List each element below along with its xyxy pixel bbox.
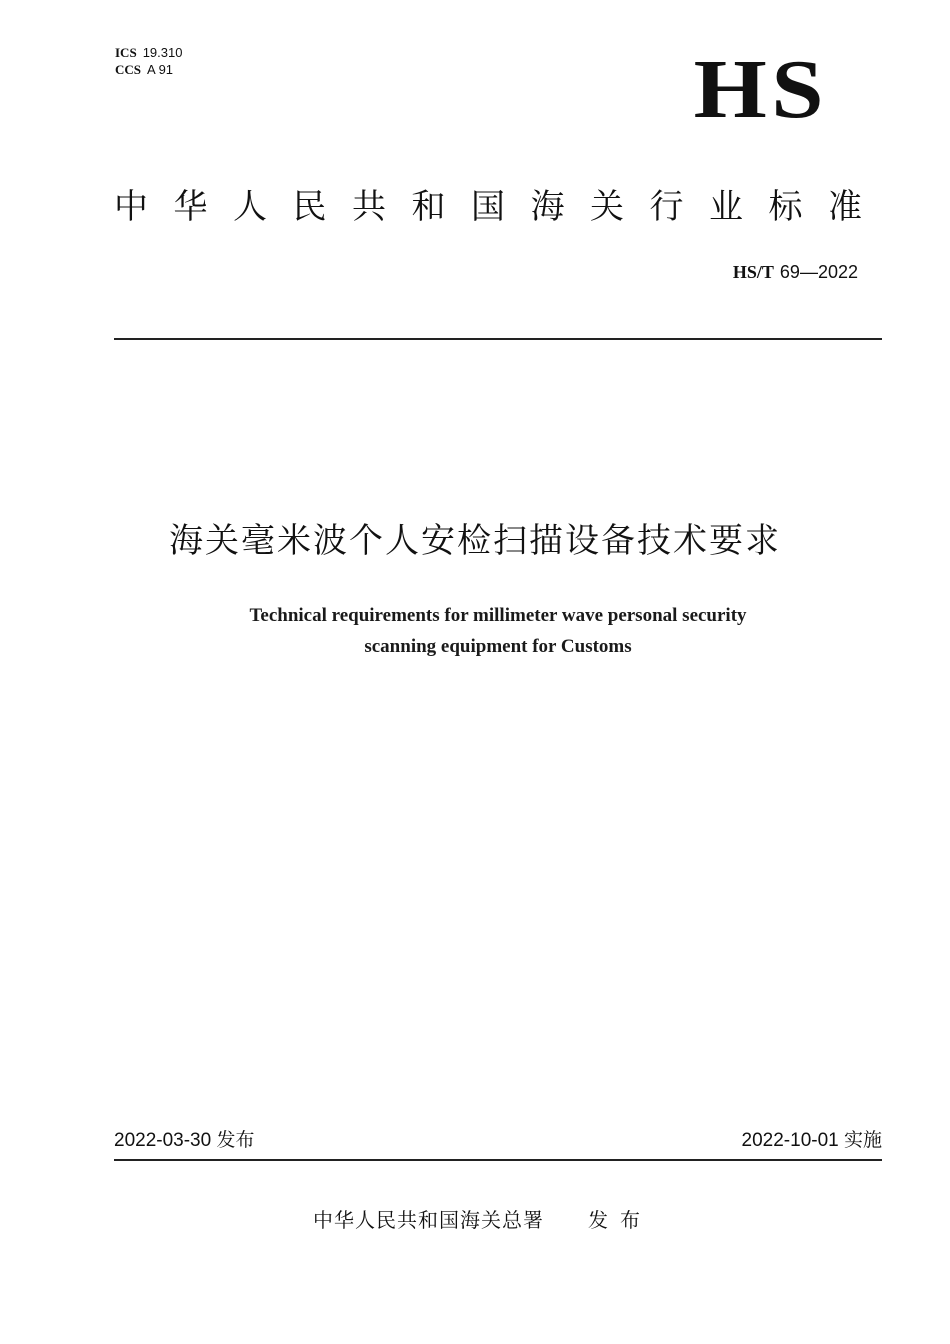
issuer-line — [313, 1206, 652, 1234]
ccs-value: A 91 — [147, 62, 174, 77]
standard-code-prefix: HS/T — [732, 262, 774, 282]
classification-codes — [115, 44, 182, 78]
issuer-name: 中华人民共和国海关总署 — [313, 1208, 544, 1232]
issue-word: 发布 — [588, 1208, 652, 1232]
ics-label: ICS — [115, 45, 137, 60]
bottom-divider — [114, 1159, 882, 1161]
standard-title: 中华人民共和国海关行业标准 — [114, 187, 888, 227]
ccs-line — [115, 61, 182, 78]
ccs-label: CCS — [115, 62, 142, 77]
standard-code — [733, 260, 858, 284]
title-en-line-2: scanning equipment for Customs — [364, 636, 632, 657]
ics-value: 19.310 — [142, 45, 183, 60]
standard-code-number: 69—2022 — [779, 262, 858, 282]
title-en-line-1: Technical requirements for millimeter wave personal security — [249, 605, 747, 626]
top-divider — [114, 338, 882, 340]
document-title-en — [0, 600, 950, 662]
publish-date: 2022-03-30 发布 — [114, 1130, 255, 1151]
document-title-cn: 海关毫米波个人安检扫描设备技术要求 — [169, 521, 781, 561]
effective-date: 2022-10-01 实施 — [741, 1130, 882, 1151]
hs-logo: HS — [693, 43, 828, 136]
ics-line — [115, 44, 182, 61]
